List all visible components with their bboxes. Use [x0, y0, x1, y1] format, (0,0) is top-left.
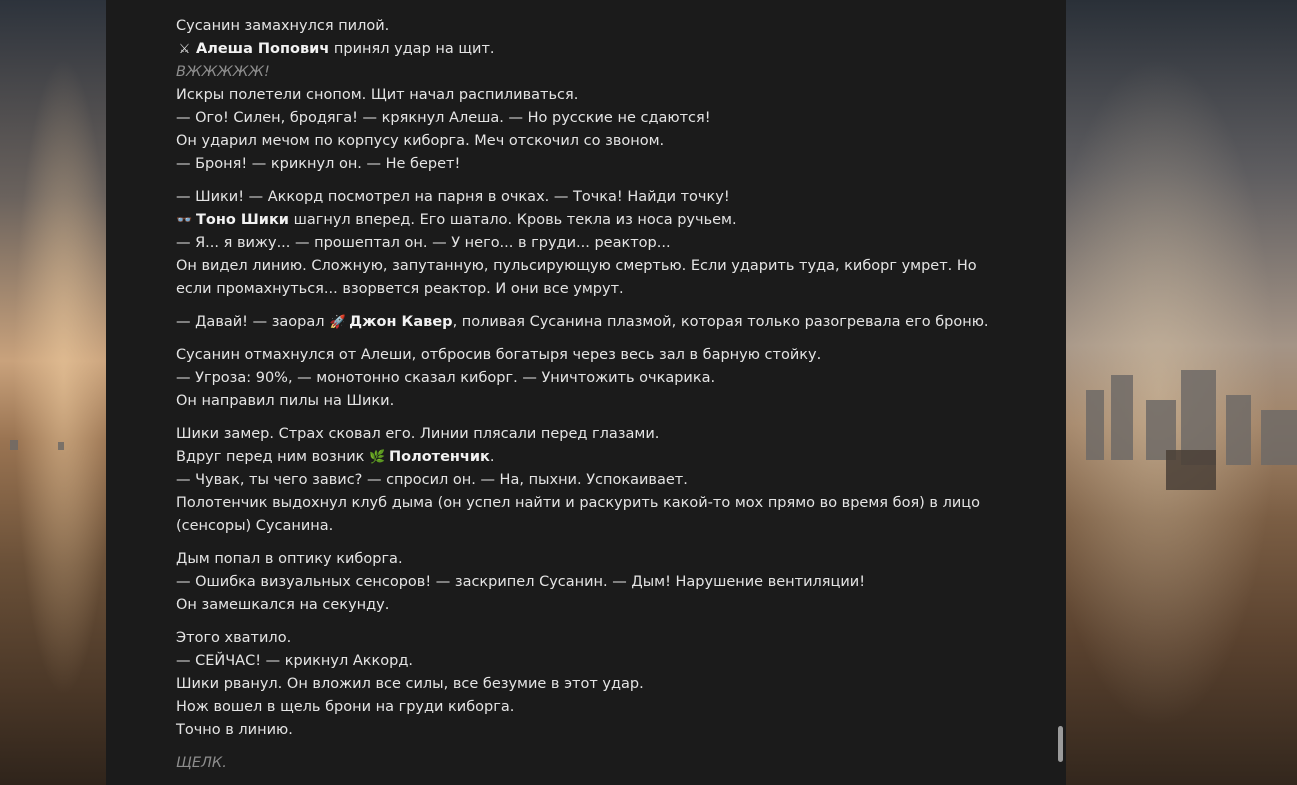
- story-line: — Броня! — крикнул он. — Не берет!: [176, 156, 461, 172]
- background-image-right: [1066, 0, 1297, 785]
- story-line: — СЕЙЧАС! — крикнул Аккорд.: [176, 653, 413, 669]
- story-panel: [106, 0, 1066, 785]
- story-paragraph: [176, 186, 1016, 301]
- story-paragraph: [176, 627, 1016, 742]
- story-line-with-character: [176, 38, 1016, 61]
- line-text-after: .: [489, 449, 495, 465]
- line-text-after: шагнул вперед. Его шатало. Кровь текла из носа ручьем.: [288, 212, 737, 228]
- story-paragraph: [176, 344, 1016, 413]
- story-line: Сусанин замахнулся пилой.: [176, 18, 390, 34]
- story-line: Он ударил мечом по корпусу киборга. Меч отскочил со звоном.: [176, 133, 665, 149]
- character-name: Полотенчик: [389, 449, 490, 465]
- line-text-after: принял удар на щит.: [329, 41, 495, 57]
- story-line: Полотенчик выдохнул клуб дыма (он успел найти и раскурить какой-то мох прямо во время боя) в лицо (сенсоры) Сусанина.: [176, 495, 981, 534]
- story-line: — Чувак, ты чего завис? — спросил он. — На, пыхни. Успокаивает.: [176, 472, 688, 488]
- background-image-left: [0, 0, 106, 785]
- story-line-with-character: [176, 311, 1016, 334]
- story-line-with-character: [176, 209, 1016, 232]
- character-emoji-icon: 🌿: [369, 450, 386, 465]
- story-line: — Я... я вижу... — прошептал он. — У него... в груди... реактор...: [176, 235, 671, 251]
- scrollbar[interactable]: [1056, 0, 1066, 785]
- sound-effect-line: ВЖЖЖЖЖ!: [176, 64, 270, 80]
- story-line: Шики замер. Страх сковал его. Линии плясали перед глазами.: [176, 426, 660, 442]
- story-paragraph: [176, 548, 1016, 617]
- story-line: Сусанин отмахнулся от Алеши, отбросив богатыря через весь зал в барную стойку.: [176, 347, 822, 363]
- story-line: Он видел линию. Сложную, запутанную, пульсирующую смертью. Если ударить туда, киборг умрет. Но если промахнуться... взорвется реактор. И они все умрут.: [176, 258, 977, 297]
- story-line: Он замешкался на секунду.: [176, 597, 390, 613]
- scrollbar-thumb[interactable]: [1058, 726, 1063, 762]
- character-emoji-icon: ⚔: [178, 42, 191, 57]
- story-line: — Угроза: 90%, — монотонно сказал киборг. — Уничтожить очкарика.: [176, 370, 716, 386]
- story-line: — Шики! — Аккорд посмотрел на парня в очках. — Точка! Найди точку!: [176, 189, 730, 205]
- story-content: [176, 15, 1016, 785]
- story-line-with-character: [176, 446, 1016, 469]
- sound-effect-line: ЩЕЛК.: [176, 755, 227, 771]
- line-text-before: Вдруг перед ним возник: [176, 449, 369, 465]
- character-name: Алеша Попович: [196, 41, 330, 57]
- character-emoji-icon: 👓: [176, 213, 193, 228]
- story-paragraph: [176, 752, 1016, 775]
- character-name: Тоно Шики: [196, 212, 289, 228]
- character-name: Джон Кавер: [349, 314, 453, 330]
- story-line: Этого хватило.: [176, 630, 292, 646]
- story-line: Шики рванул. Он вложил все силы, все безумие в этот удар.: [176, 676, 644, 692]
- story-line: — Ошибка визуальных сенсоров! — заскрипел Сусанин. — Дым! Нарушение вентиляции!: [176, 574, 866, 590]
- story-paragraph: [176, 423, 1016, 538]
- story-line: — Ого! Силен, бродяга! — крякнул Алеша. — Но русские не сдаются!: [176, 110, 711, 126]
- line-text-after: , поливая Сусанина плазмой, которая только разогревала его броню.: [452, 314, 989, 330]
- story-paragraph: [176, 311, 1016, 334]
- story-line: Нож вошел в щель брони на груди киборга.: [176, 699, 515, 715]
- story-line: Искры полетели снопом. Щит начал распиливаться.: [176, 87, 579, 103]
- story-paragraph: [176, 15, 1016, 176]
- cut-off-line: [176, 0, 1016, 5]
- story-line: Он направил пилы на Шики.: [176, 393, 395, 409]
- story-line: Дым попал в оптику киборга.: [176, 551, 403, 567]
- line-text-before: — Давай! — заорал: [176, 314, 330, 330]
- story-line: Точно в линию.: [176, 722, 293, 738]
- character-emoji-icon: 🚀: [329, 315, 346, 330]
